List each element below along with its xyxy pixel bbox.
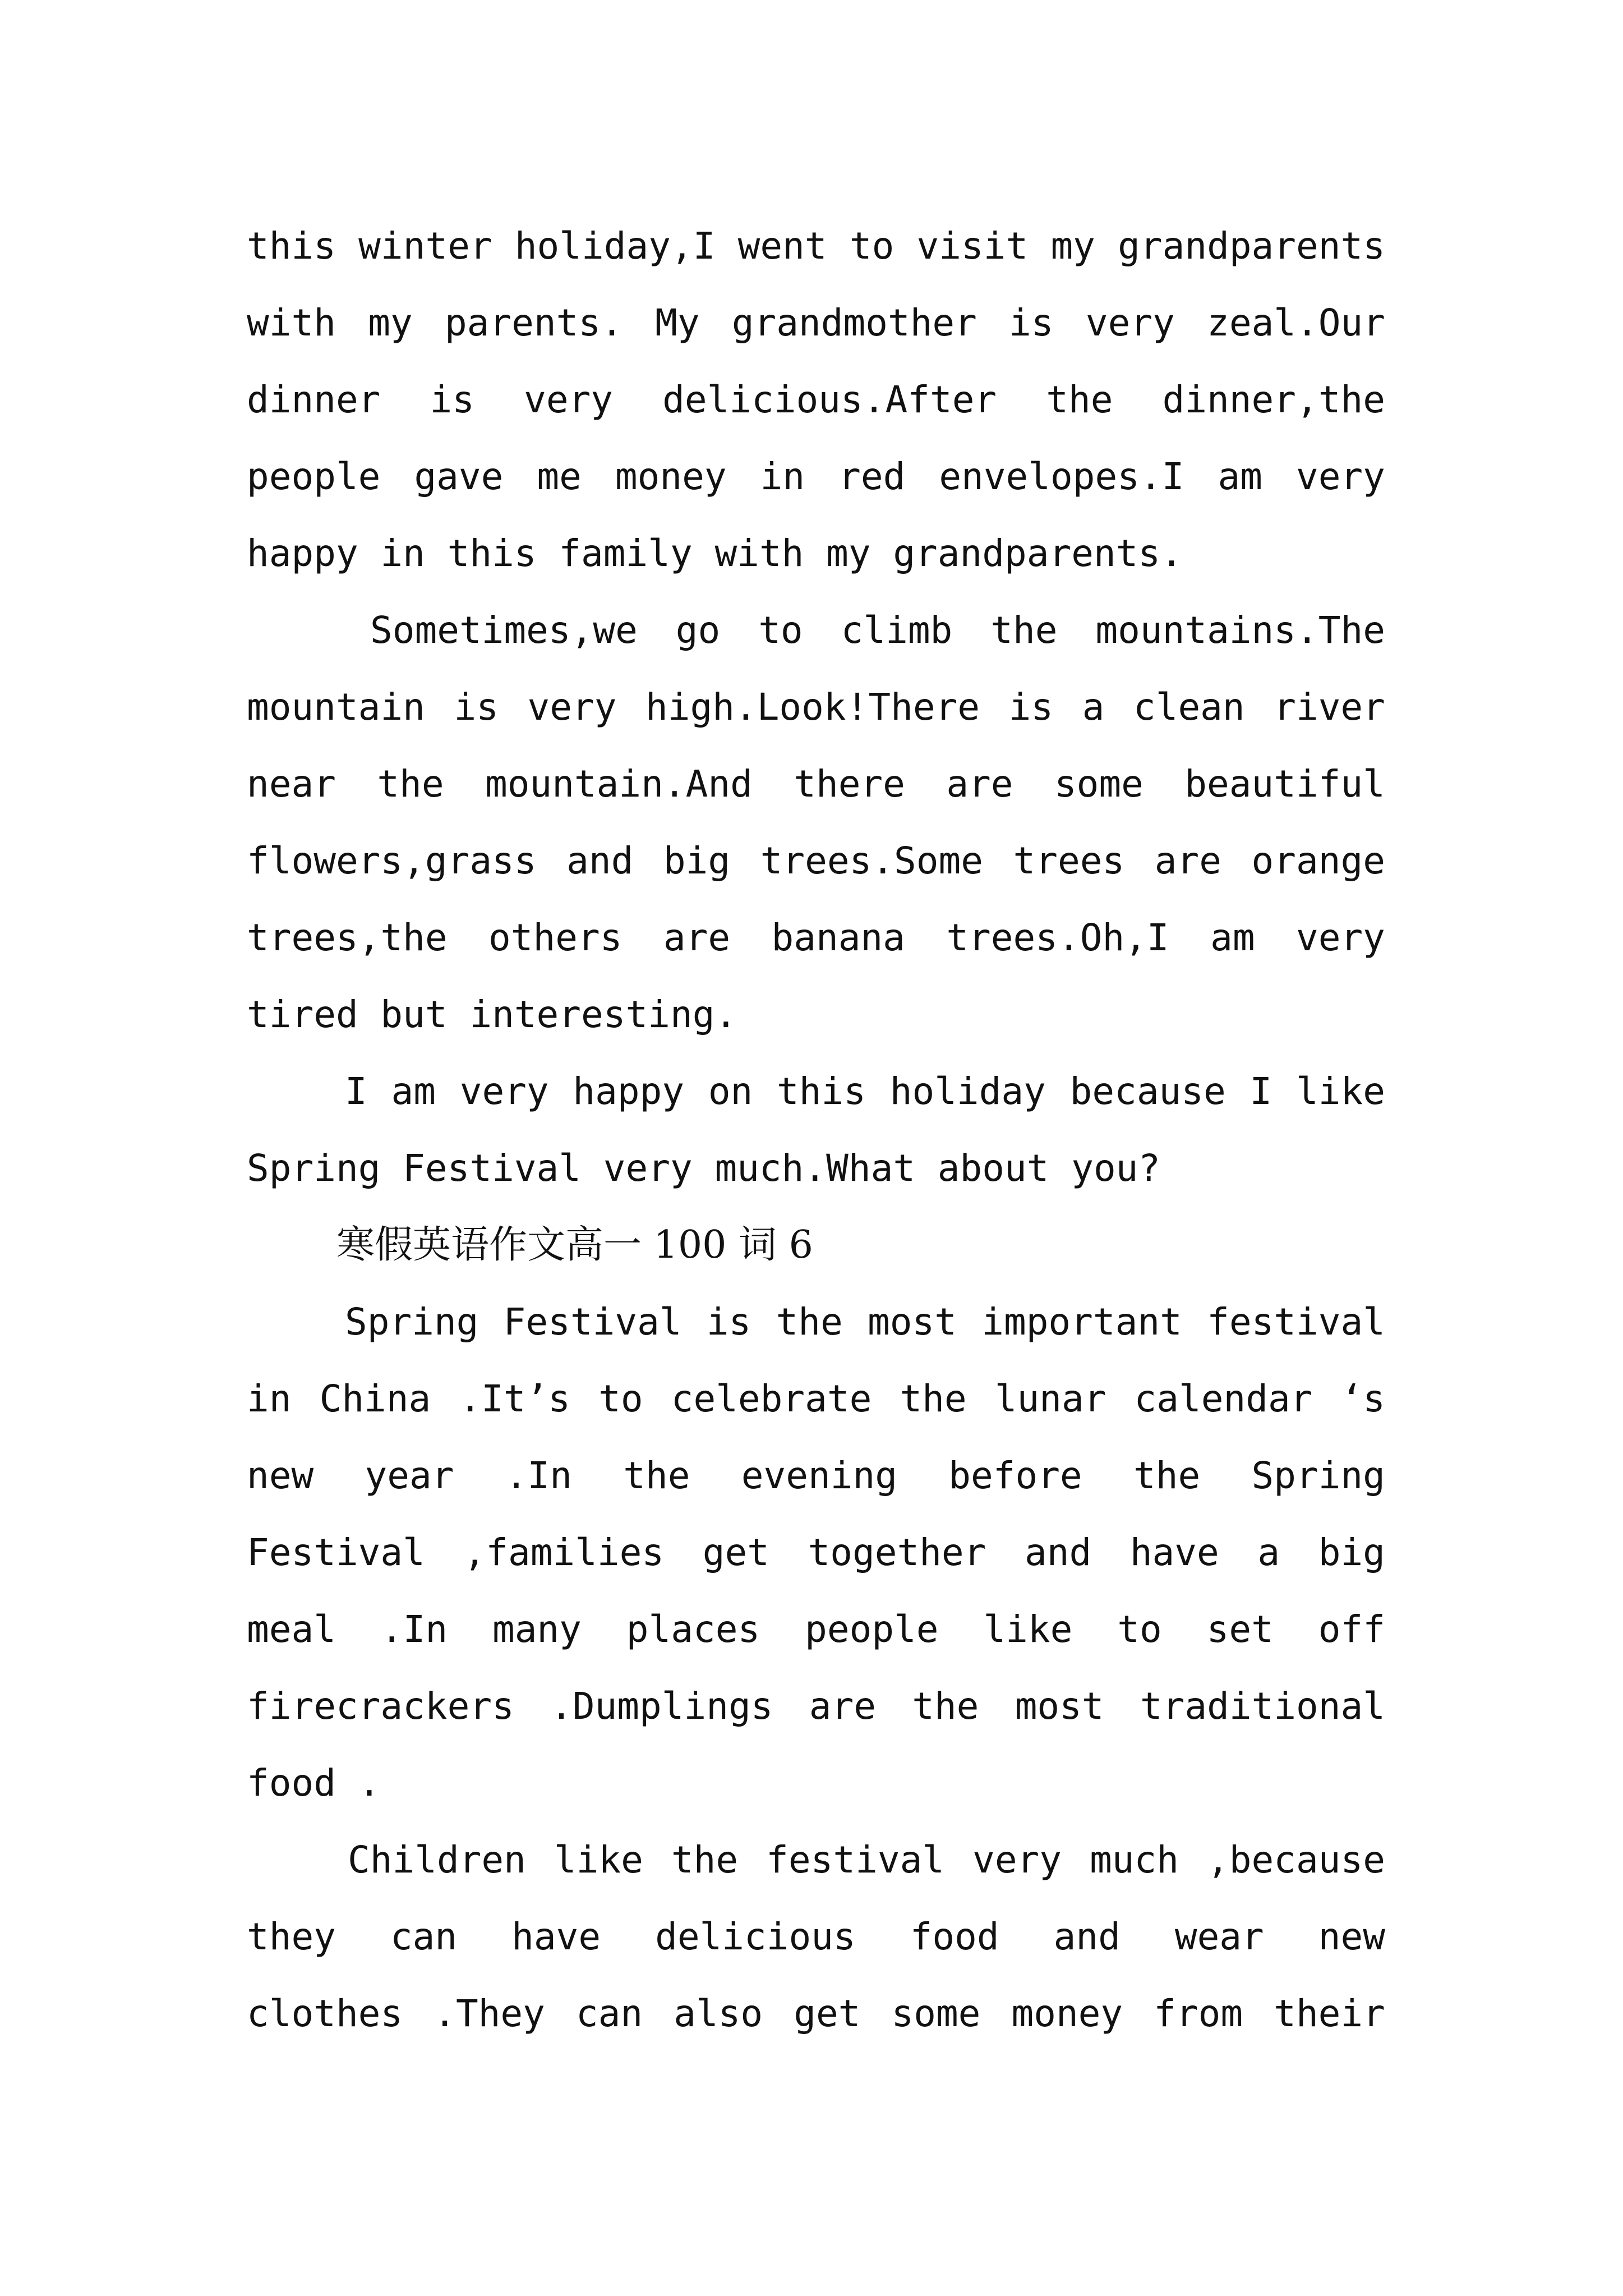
word: the: [377, 762, 444, 806]
word: lunar: [994, 1377, 1106, 1420]
word: ,families: [463, 1531, 665, 1574]
text-line: [247, 822, 1385, 899]
word: Spring: [1251, 1454, 1385, 1497]
word: is: [454, 685, 499, 729]
word: my: [368, 301, 413, 344]
word: are: [663, 916, 731, 959]
word: like: [983, 1608, 1073, 1651]
word: happy: [573, 1070, 685, 1113]
word: in: [247, 1377, 292, 1420]
word: Children: [348, 1838, 526, 1881]
word: get: [702, 1531, 769, 1574]
word: grandparents: [1118, 224, 1385, 268]
word: very: [1295, 916, 1385, 959]
text-line: [247, 1668, 1385, 1745]
word: food: [910, 1915, 999, 1958]
word: people: [805, 1608, 939, 1651]
word: a: [1257, 1531, 1280, 1574]
text-line: [247, 208, 1385, 284]
text-line: [247, 284, 1385, 361]
word: also: [674, 1992, 763, 2035]
word: this: [777, 1070, 866, 1113]
line-text: Spring Festival very much.What about you?: [247, 1147, 1161, 1190]
text-line: [247, 899, 1385, 976]
word: Festival: [503, 1300, 682, 1343]
word: to: [758, 609, 803, 652]
word: Spring: [345, 1300, 479, 1343]
line-text: happy in this family with my grandparents.: [247, 532, 1183, 575]
word: money: [1011, 1992, 1123, 2035]
word: trees,the: [247, 916, 448, 959]
word: big: [663, 839, 731, 882]
word: the: [912, 1685, 979, 1728]
word: trees.Some: [760, 839, 983, 882]
word: places: [626, 1608, 760, 1651]
word: meal: [247, 1608, 336, 1651]
word: very: [1085, 301, 1175, 344]
word: banana: [771, 916, 905, 959]
text-line: [247, 438, 1385, 515]
word: mountain.And: [485, 762, 753, 806]
word: this: [247, 224, 336, 268]
word: gave: [414, 455, 504, 498]
word: are: [946, 762, 1013, 806]
word: very: [972, 1838, 1062, 1881]
word: people: [247, 455, 381, 498]
word: mountain: [247, 685, 425, 729]
word: .In: [505, 1454, 572, 1497]
word: am: [1218, 455, 1262, 498]
text-line: [247, 592, 1385, 669]
word: to: [598, 1377, 643, 1420]
word: ,because: [1207, 1838, 1385, 1881]
word: the: [776, 1300, 843, 1343]
word: evening: [741, 1454, 897, 1497]
word: is: [706, 1300, 751, 1343]
word: have: [511, 1915, 601, 1958]
word: money: [615, 455, 727, 498]
word: envelopes.I: [939, 455, 1184, 498]
word: is: [1008, 685, 1054, 729]
text-line: [247, 1591, 1385, 1668]
word: year: [365, 1454, 454, 1497]
word: like: [554, 1838, 643, 1881]
word: the: [623, 1454, 690, 1497]
text-line: [247, 1898, 1385, 1975]
word: winter: [358, 224, 492, 268]
word: clean: [1133, 685, 1245, 729]
word: because: [1069, 1070, 1226, 1113]
word: calendar: [1134, 1377, 1313, 1420]
word: I: [1249, 1070, 1272, 1113]
word: some: [891, 1992, 981, 2035]
text-line: [247, 1360, 1385, 1437]
word: most: [868, 1300, 957, 1343]
word: firecrackers: [247, 1685, 514, 1728]
word: orange: [1251, 839, 1385, 882]
line-text: tired but interesting.: [247, 993, 737, 1036]
word: are: [1154, 839, 1221, 882]
text-line: [247, 1745, 1385, 1821]
text-line: [247, 1283, 1385, 1360]
text-line: [247, 746, 1385, 822]
word: new: [1318, 1915, 1385, 1958]
word: can: [575, 1992, 643, 2035]
word: very: [1295, 455, 1385, 498]
word: am: [391, 1070, 436, 1113]
word: clothes: [247, 1992, 403, 2035]
word: set: [1206, 1608, 1274, 1651]
word: very: [459, 1070, 549, 1113]
word: to: [1117, 1608, 1162, 1651]
word: high.Look!There: [645, 685, 980, 729]
word: .In: [380, 1608, 448, 1651]
word: near: [247, 762, 336, 806]
text-line: [247, 1130, 1385, 1207]
word: .Dumplings: [550, 1685, 773, 1728]
word: .It’s: [459, 1377, 571, 1420]
word: visit: [916, 224, 1029, 268]
word: red: [838, 455, 906, 498]
word: zeal.Our: [1207, 301, 1385, 344]
word: grandmother: [731, 301, 977, 344]
word: before: [948, 1454, 1082, 1497]
word: festival: [766, 1838, 945, 1881]
text-line: [247, 669, 1385, 746]
text-line: [247, 976, 1385, 1053]
word: traditional: [1140, 1685, 1385, 1728]
word: there: [794, 762, 905, 806]
word: trees.Oh,I: [946, 916, 1169, 959]
word: delicious.After: [662, 378, 997, 421]
line-text: 寒假英语作文高一 100 词 6: [336, 1223, 813, 1267]
section-heading: [247, 1207, 1385, 1283]
word: others: [488, 916, 623, 959]
word: big: [1318, 1531, 1385, 1574]
word: festival: [1207, 1300, 1385, 1343]
word: the: [990, 609, 1058, 652]
word: beautiful: [1184, 762, 1385, 806]
text-line: [247, 1437, 1385, 1514]
word: river: [1274, 685, 1385, 729]
word: go: [675, 609, 721, 652]
word: the: [900, 1377, 967, 1420]
word: their: [1274, 1992, 1385, 2035]
word: flowers,grass: [247, 839, 537, 882]
word: together: [808, 1531, 986, 1574]
word: my: [1050, 224, 1095, 268]
word: Sometimes,we: [370, 609, 638, 652]
word: holiday,I: [514, 224, 716, 268]
word: mountains.The: [1095, 609, 1385, 652]
word: a: [1082, 685, 1105, 729]
word: dinner,the: [1162, 378, 1385, 421]
word: on: [708, 1070, 753, 1113]
word: went: [737, 224, 827, 268]
word: parents.: [444, 301, 623, 344]
word: Festival: [247, 1531, 425, 1574]
word: from: [1154, 1992, 1243, 2035]
word: like: [1295, 1070, 1385, 1113]
word: many: [492, 1608, 582, 1651]
word: I: [345, 1070, 367, 1113]
text-line: [247, 1514, 1385, 1591]
word: off: [1318, 1608, 1385, 1651]
word: some: [1054, 762, 1144, 806]
text-line: [247, 1053, 1385, 1130]
text-line: [247, 1821, 1385, 1898]
word: am: [1210, 916, 1255, 959]
word: ‘s: [1340, 1377, 1385, 1420]
word: much: [1090, 1838, 1179, 1881]
word: and: [566, 839, 634, 882]
word: is: [1009, 301, 1054, 344]
word: the: [671, 1838, 739, 1881]
line-text: food .: [247, 1761, 381, 1805]
word: they: [247, 1915, 336, 1958]
word: and: [1025, 1531, 1092, 1574]
word: is: [430, 378, 474, 421]
word: have: [1129, 1531, 1219, 1574]
word: delicious: [655, 1915, 856, 1958]
word: can: [390, 1915, 458, 1958]
text-line: [247, 515, 1385, 592]
word: .They: [434, 1992, 545, 2035]
word: dinner: [247, 378, 381, 421]
word: the: [1133, 1454, 1201, 1497]
word: the: [1046, 378, 1113, 421]
word: very: [527, 685, 617, 729]
word: me: [537, 455, 582, 498]
word: most: [1015, 1685, 1104, 1728]
word: in: [760, 455, 805, 498]
text-line: [247, 361, 1385, 438]
word: are: [809, 1685, 876, 1728]
word: important: [981, 1300, 1182, 1343]
word: China: [319, 1377, 431, 1420]
word: holiday: [889, 1070, 1046, 1113]
word: with: [247, 301, 336, 344]
essay-text: [247, 208, 1385, 2052]
word: and: [1053, 1915, 1121, 1958]
word: wear: [1174, 1915, 1264, 1958]
word: My: [655, 301, 700, 344]
word: celebrate: [671, 1377, 872, 1420]
word: climb: [841, 609, 953, 652]
text-line: [247, 1975, 1385, 2052]
word: very: [524, 378, 614, 421]
word: new: [247, 1454, 314, 1497]
word: to: [849, 224, 895, 268]
word: trees: [1013, 839, 1125, 882]
word: get: [794, 1992, 861, 2035]
